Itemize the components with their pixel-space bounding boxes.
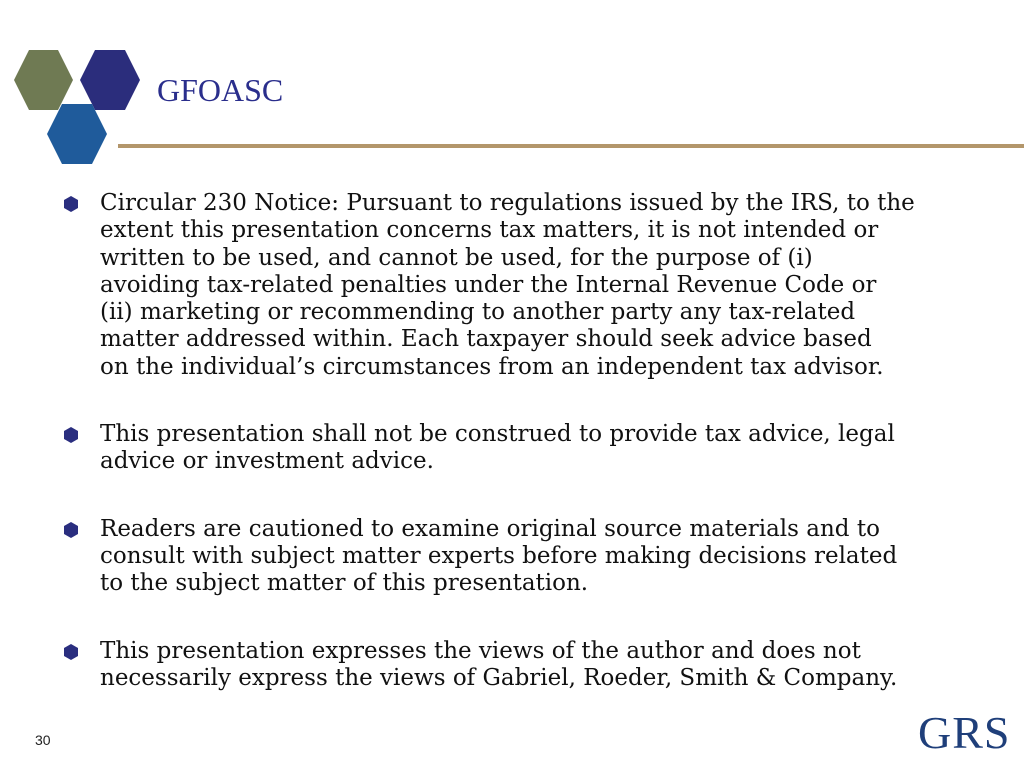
- bullet-text: Circular 230 Notice: Pursuant to regulations issued by the IRS, to the extent this presentation concerns tax matters, it is not intended or written to be used, and cannot be used, for the purpose of (i) avoiding tax-related penalties under the Internal Revenue Code or (ii) marketing or recommending to another party any tax-related matter addressed within. Each taxpayer should seek advice based on the individual’s circumstances from an independent tax advisor.: [100, 190, 915, 380]
- three-hexagons-logo-icon: [10, 47, 150, 172]
- bullet-text: Readers are cautioned to examine original source materials and to consult with subject matter experts before making decisions related to the subject matter of this presentation.: [100, 515, 898, 597]
- hexagon-bullet-icon: [63, 427, 79, 443]
- navy-hexagon-icon: [80, 50, 140, 110]
- blue-hexagon-icon: [47, 104, 107, 164]
- bullet-text: This presentation shall not be construed to provide tax advice, legal advice or investment advice.: [100, 421, 895, 475]
- olive-hexagon-icon: [14, 50, 73, 110]
- hexagon-bullet-icon: [63, 644, 79, 660]
- list-item: [62, 190, 982, 381]
- hexagon-bullet-icon: [63, 196, 79, 212]
- bullet-text: This presentation expresses the views of the author and does not necessarily express the views of Gabriel, Roeder, Smith & Company.: [100, 637, 898, 691]
- list-item: [62, 516, 982, 598]
- hexagon-bullet-icon: [63, 522, 79, 538]
- bullet-list: [62, 190, 982, 732]
- list-item: [62, 421, 982, 476]
- list-item: [62, 638, 982, 693]
- page-number: 30: [35, 732, 51, 748]
- header-divider: [118, 144, 1024, 148]
- page-title: GFOASC: [157, 72, 284, 108]
- grs-logo: GRS: [918, 707, 1011, 758]
